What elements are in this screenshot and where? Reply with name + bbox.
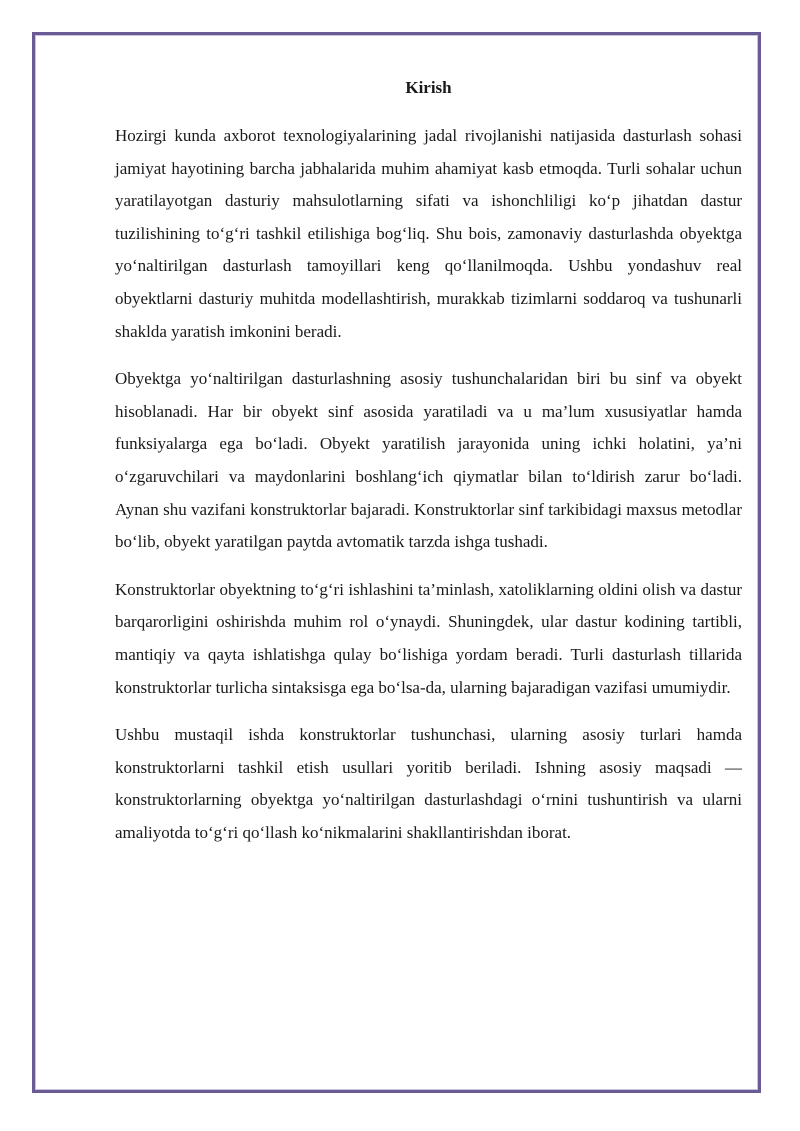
document-title: Kirish [405,78,452,97]
paragraph-3: Konstruktorlar obyektning to‘g‘ri ishlashini ta’minlash, xatoliklarning oldini olish va dastur barqarorligini oshirishda muhim rol o‘ynaydi. Shuningdek, ular dastur kodining tartibli, mantiqiy va qayta ishlatishga qulay bo‘lishiga yordam beradi. Turli dasturlash tillarida konstruktorlar turlicha sintaksisga ega bo‘lsa-da, ularning bajaradigan vazifasi umumiydir. [115,579,742,697]
paragraph-1: Hozirgi kunda axborot texnologiyalarining jadal rivojlanishi natijasida dasturlash sohasi jamiyat hayotining barcha jabhalarida muhim ahamiyat kasb etmoqda. Turli sohalar uchun yaratilayotgan dasturiy mahsulotlarning sifati va ishonchliligi ko‘p jihatdan dastur tuzilishining to‘g‘ri tashkil etilishiga bog‘liq. Shu bois, zamonaviy dasturlashda obyektga yo‘naltirilgan dasturlash tamoyillari keng qo‘llanilmoqda. Ushbu yondashuv real obyektlarni dasturiy muhitda modellashtirish, murakkab tizimlarni soddaroq va tushunarli shaklda yaratish imkonini beradi. [115,126,742,341]
paragraph-4: Ushbu mustaqil ishda konstruktorlar tushunchasi, ularning asosiy turlari hamda konstruktorlarni tashkil etish usullari yoritib beriladi. Ishning asosiy maqsadi — konstruktorlarning obyektga yo‘naltirilgan dasturlashdagi o‘rnini tushuntirish va ularni amaliyotda to‘g‘ri qo‘llash ko‘nikmalarini shakllantirishdan iborat. [115,725,742,842]
paragraph-2: Obyektga yo‘naltirilgan dasturlashning asosiy tushunchalaridan biri bu sinf va obyekt hisoblanadi. Har bir obyekt sinf asosida yaratiladi va u ma’lum xususiyatlar hamda funksiyalarga ega bo‘ladi. Obyekt yaratilish jarayonida uning ichki holatini, ya’ni o‘zgaruvchilari va maydonlarini boshlang‘ich qiymatlar bilan to‘ldirish zarur bo‘ladi. Aynan shu vazifani konstruktorlar bajaradi. Konstruktorlar sinf tarkibidagi maxsus metodlar bo‘lib, obyekt yaratilgan paytda avtomatik tarzda ishga tushadi. [115,369,742,552]
document-body [115,74,742,864]
